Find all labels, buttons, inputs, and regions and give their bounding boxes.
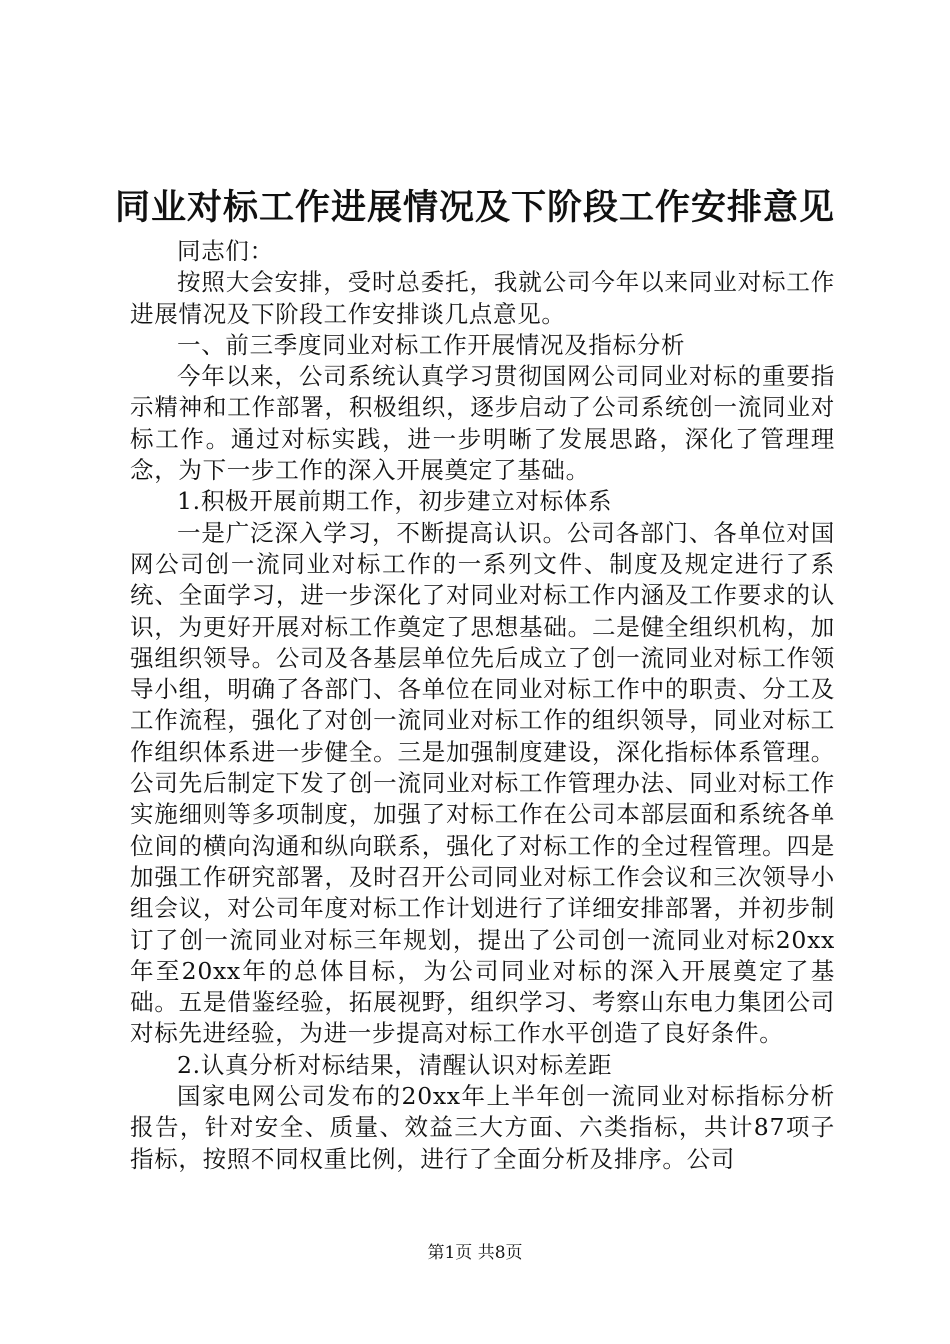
body-paragraph: 今年以来，公司系统认真学习贯彻国网公司同业对标的重要指示精神和工作部署，积极组织，逐步启动了公司系统创一流同业对标工作。通过对标实践，进一步明晰了发展思路，深化了管理理念，为下一步工作的深入开展奠定了基础。 xyxy=(130,362,835,485)
page-number-footer: 第1页 共8页 xyxy=(427,1243,523,1263)
body-paragraph: 国家电网公司发布的20xx年上半年创一流同业对标指标分析报告，针对安全、质量、效益三大方面、六类指标，共计87项子指标，按照不同权重比例，进行了全面分析及排序。公司 xyxy=(130,1082,835,1173)
document-title: 同业对标工作进展情况及下阶段工作安排意见 xyxy=(114,187,835,228)
intro-paragraph: 按照大会安排，受时总委托，我就公司今年以来同业对标工作进展情况及下阶段工作安排谈几点意见。 xyxy=(130,268,835,328)
body-paragraph: 一是广泛深入学习，不断提高认识。公司各部门、各单位对国网公司创一流同业对标工作的一系列文件、制度及规定进行了系统、全面学习，进一步深化了对同业对标工作内涵及工作要求的认识，为更好开展对标工作奠定了思想基础。二是健全组织机构，加强组织领导。公司及各基层单位先后成立了创一流同业对标工作领导小组，明确了各部门、各单位在同业对标工作中的职责、分工及工作流程，强化了对创一流同业对标工作的组织领导，同业对标工作组织体系进一步健全。三是加强制度建设，深化指标体系管理。公司先后制定下发了创一流同业对标工作管理办法、同业对标工作实施细则等多项制度，加强了对标工作在公司本部层面和系统各单位间的横向沟通和纵向联系，强化了对标工作的全过程管理。四是加强工作研究部署，及时召开公司同业对标工作会议和三次领导小组会议，对公司年度对标工作计划进行了详细安排部署，并初步制订了创一流同业对标三年规划，提出了公司创一流同业对标20xx年至20xx年的总体目标，为公司同业对标的深入开展奠定了基础。五是借鉴经验，拓展视野，组织学习、考察山东电力集团公司对标先进经验，为进一步提高对标工作水平创造了良好条件。 xyxy=(130,518,835,1048)
document-body xyxy=(130,236,835,1175)
salutation: 同志们： xyxy=(177,237,274,265)
subsection-heading: 1.积极开展前期工作，初步建立对标体系 xyxy=(177,487,613,516)
section-heading: 一、前三季度同业对标工作开展情况及指标分析 xyxy=(177,330,686,359)
subsection-heading: 2.认真分析对标结果，清醒认识对标差距 xyxy=(177,1050,613,1079)
